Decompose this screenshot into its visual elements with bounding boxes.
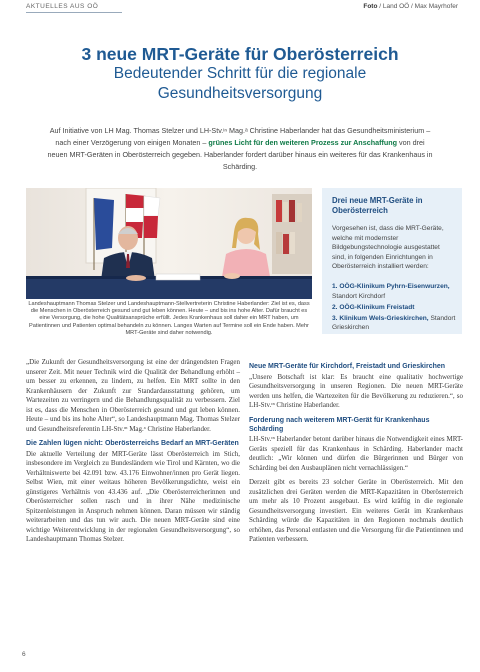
photo-credit: [363, 3, 458, 10]
info-box-list-item: [332, 314, 458, 333]
body-paragraph: Derzeit gibt es bereits 23 solcher Geräte in Oberösterreich. Mit den zusätzlichen drei Geräten werden die MRT-Kapazitäten in Oberösterreich um mehr als 10 Prozent ausgebaut. Es wird kräftig in die regionale Gesundheitsversorgung investiert. Ein weiteres Gerät im Krankenhaus Schärding würde die Kapazitäten in den Regionen nochmals deutlich erhöhen, das Personal entlasten und die Versorgung für die Patientinnen und Patienten verbessern.: [249, 478, 463, 544]
body-paragraph: LH-Stv.ᶦⁿ Haberlander betont darüber hinaus die Notwendigkeit eines MRT-Geräts speziell für das Krankenhaus in Schärding. Haberlander macht deutlich: „Wir können und dürfen die Bürgerinnen und Bürger von Schärding bei den Ausbauplänen nicht vernachlässigen.“: [249, 435, 463, 472]
clinic-location: Standort Grieskirchen: [332, 314, 456, 331]
article-column-right: [249, 363, 463, 547]
article-title: [30, 44, 450, 104]
info-box-list-item: [332, 303, 458, 313]
section-heading: Neue MRT-Geräte für Kirchdorf, Freistadt und Grieskirchen: [249, 363, 446, 370]
photo-credit-value: / Land OÖ / Max Mayrhofer: [377, 3, 458, 10]
info-box-title: Drei neue MRT-Geräte in Oberösterreich: [332, 196, 423, 215]
info-box-body: Vorgesehen ist, dass die MRT-Geräte, welche mit modernster Bildgebungstechnologie ausgestattet sind, in folgenden Einrichtungen in Oberösterreich installiert werden:: [332, 225, 444, 270]
info-box: [322, 188, 462, 334]
body-paragraph: „Die Zukunft der Gesundheitsversorgung ist eine der drängendsten Fragen unserer Zeit. Mit neuer Technik wird die Qualität der Behandlung erhöht – um besser zu erkennen, zu lindern, zu helfen. Ein MRT sollte in den Krankenhäusern der Zukunft zur Standardausstattung gehören, um Wartezeiten zu verringern und die Behandlungsqualität zu verbessern. Ziel ist es, dass die Menschen in Oberösterreich gesund und gut leben können. Heute – und bis ins hohe Alter“, so Landeshauptmann Mag. Thomas Stelzer und Gesundheitsreferentin LH-Stv.ᶦⁿ Mag.ᵃ Christine Haberlander.: [26, 358, 240, 433]
clinic-name: 1. OÖG-Klinikum Pyhrn-Eisenwurzen,: [332, 283, 450, 290]
subheadline-line-1: Bedeutender Schritt für die regionale: [113, 65, 367, 82]
clinic-location: Standort Kirchdorf: [332, 292, 386, 300]
body-paragraph: Die aktuelle Verteilung der MRT-Geräte lässt Oberösterreich im Stich, insbesondere im Vergleich zu Bundesländern wie Tirol und Kärnten, wo die Verhältniswerte bei 42.091 bzw. 43.176 Einwohner/innen pro Gerät liegen. Selbst Wien, mit einer weitaus höheren Bevölkerungsdichte, weist ein günstigeres Verhältnis von 43.436 auf. „Die Oberösterreicherinnen und Oberösterreicher sollen rasch und in ihrer Nähe medizinische Spitzenleistungen in Anspruch nehmen können. Daran müssen wir ständig weiterarbeiten und das tun wir auch. Die neuen MRT-Geräte sind eine wichtige Weiterentwicklung in der regionalen Gesundheitsversorgung“, so Landeshauptmann Thomas Stelzer.: [26, 449, 240, 544]
clinic-name: 2. OÖG-Klinikum Freistadt: [332, 303, 415, 311]
photo-caption: Landeshauptmann Thomas Stelzer und Landeshauptmann-Stellvertreterin Christine Haberlander: Ziel ist es, dass die Menschen in Oberösterreich gesund und gut leben können. Heute – und bis ins hohe Alter. Dafür braucht es eine Versorgung, die hohe Qualitätsansprüche erfüllt. Jedes Krankenhaus soll daher ein MRT haben, um Patientinnen und Patienten optimal behandeln zu können. Langes Warten auf Termine soll ein Ende haben. Mehr MRT-Geräte sind daher notwendig.: [28, 301, 310, 336]
subheadline-line-2: Gesundheitsversorgung: [157, 85, 323, 102]
lead-paragraph: [45, 125, 435, 173]
article-photo: [26, 188, 312, 299]
section-label: AKTUELLES AUS OÖ: [26, 3, 99, 10]
lead-text-1: Auf Initiative von LH Mag. Thomas Stelzer und LH-Stv.ᶦⁿ Mag.ᵃ Christine Haberlander hat das Gesundheitsministerium – nach einer Verzögerung von einigen Monaten –: [49, 126, 431, 147]
lead-highlight: grünes Licht für den weiteren Prozess zur Anschaffung: [208, 138, 398, 147]
section-underline: [26, 12, 122, 13]
lead-text-2: von drei neuen MRT-Geräten in Oberösterreich gegeben. Haberlander fordert darüber hinaus ein weiteres für das Krankenhaus in Schärding.: [47, 138, 433, 171]
page-number: 6: [22, 651, 26, 658]
body-paragraph: „Unsere Botschaft ist klar: Es braucht eine qualitativ hochwertige Gesundheitsversorgung in unseren Regionen. Die neuen MRT-Geräte werden uns helfen, die Wartezeiten für die Bevölkerung zu reduzieren.“, so LH-Stv.ᶦⁿ Christine Haberlander.: [249, 372, 463, 410]
photo-illustration: [26, 188, 312, 299]
photo-credit-label: Foto: [363, 3, 378, 10]
section-heading: Die Zahlen lügen nicht: Oberösterreichs Bedarf an MRT-Geräten: [26, 440, 239, 447]
article-column-left: [26, 358, 240, 547]
section-heading: Forderung nach weiterem MRT-Gerät für Krankenhaus Schärding: [249, 416, 430, 433]
clinic-name: 3. Klinikum Wels-Grieskirchen,: [332, 314, 429, 322]
info-box-list-item: [332, 282, 458, 301]
headline: 3 neue MRT-Geräte für Oberösterreich: [81, 44, 399, 64]
info-box-list: [332, 282, 458, 334]
